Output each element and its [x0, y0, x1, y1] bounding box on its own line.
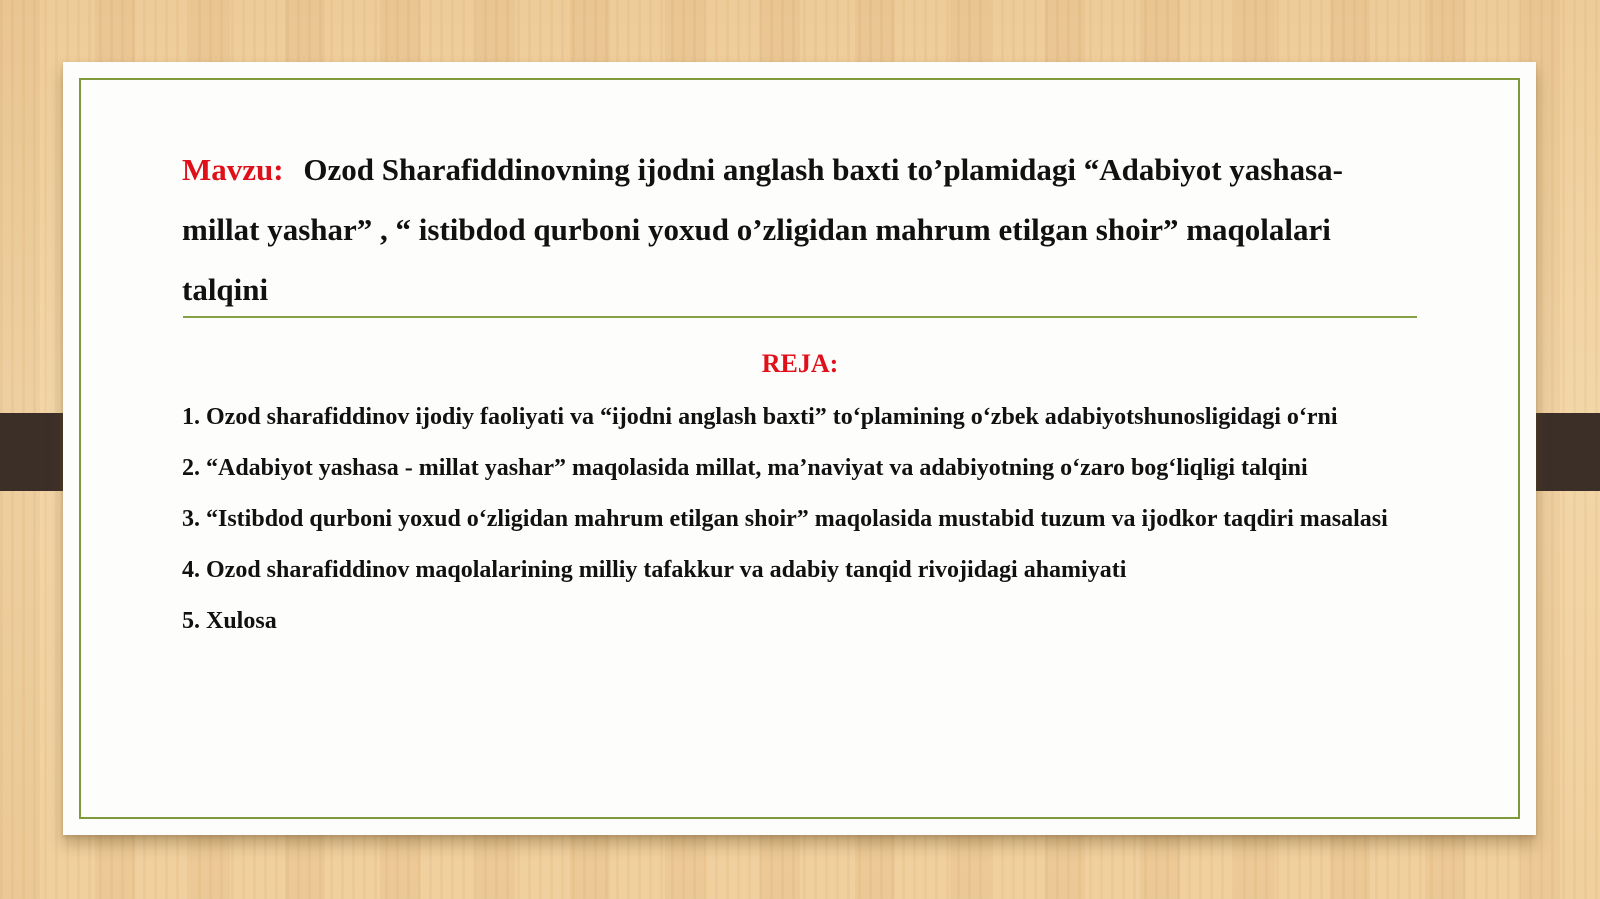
- plan-list: [182, 398, 1422, 653]
- plan-heading: REJA:: [761, 349, 839, 378]
- plan-item-1: 1. Ozod sharafiddinov ijodiy faoliyati va “ijodni anglash baxti” to‘plamining o‘zbek adabiyotshunosligidagi o‘rni: [182, 404, 1338, 430]
- plan-item-2: 2. “Adabiyot yashasa - millat yashar” maqolasida millat, ma’naviyat va adabiyotning o‘zaro bog‘liqligi talqini: [182, 455, 1308, 481]
- slide-title: [182, 140, 1422, 320]
- plan-item-4: 4. Ozod sharafiddinov maqolalarining milliy tafakkur va adabiy tanqid rivojidagi ahamiyati: [182, 557, 1127, 583]
- title-divider: [183, 316, 1417, 318]
- topic-text: Ozod Sharafiddinovning ijodni anglash baxti to’plamidagi “Adabiyot yashasa- millat yashar” , “ istibdod qurboni yoxud o’zligidan mahrum etilgan shoir” maqolalari talqini: [182, 152, 1343, 307]
- topic-label: Mavzu:: [182, 152, 284, 187]
- plan-item-3: 3. “Istibdod qurboni yoxud o‘zligidan mahrum etilgan shoir” maqolasida mustabid tuzum va ijodkor taqdiri masalasi: [182, 506, 1388, 532]
- plan-item-5: 5. Xulosa: [182, 608, 277, 634]
